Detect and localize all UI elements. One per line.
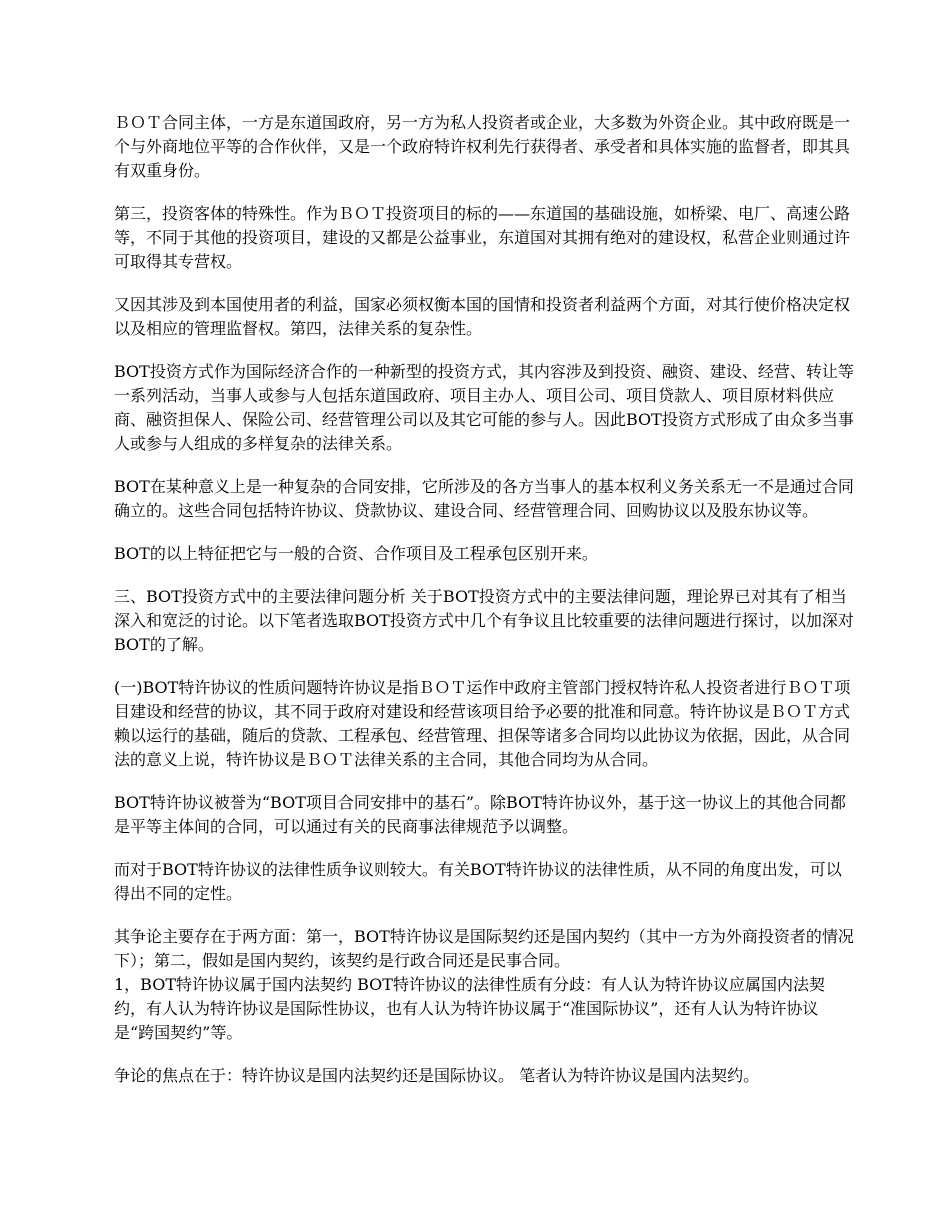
paragraph-user-interests: 又因其涉及到本国使用者的利益，国家必须权衡本国的国情和投资者利益两个方面，对其行使价格决定权以及相应的管理监督权。第四，法律关系的复杂性。 <box>114 295 851 338</box>
paragraph-bot-activities: BOT投资方式作为国际经济合作的一种新型的投资方式，其内容涉及到投资、融资、建设、经营、转让等一系列活动，当事人或参与人包括东道国政府、项目主办人、项目公司、项目贷款人、项目原材料供应商、融资担保人、保险公司、经营管理公司以及其它可能的参与人。因此BOT投资方式形成了由众多当事人或参与人组成的多样复杂的法律关系。 <box>114 362 854 453</box>
paragraph-investment-object: 第三，投资客体的特殊性。作为ＢＯＴ投资项目的标的——东道国的基础设施，如桥梁、电厂、高速公路等，不同于其他的投资项目，建设的又都是公益事业，东道国对其拥有绝对的建设权，私营企业则通过许可取得其专营权。 <box>114 204 851 271</box>
paragraph-legal-issues-analysis: 三、BOT投资方式中的主要法律问题分析 关于BOT投资方式中的主要法律问题，理论界已对其有了相当深入和宽泛的讨论。以下笔者选取BOT投资方式中几个有争议且比较重要的法律问题进行探讨，以加深对BOT的了解。 <box>114 587 854 654</box>
paragraph-focus-of-debate: 争论的焦点在于：特许协议是国内法契约还是国际协议。 笔者认为特许协议是国内法契约。 <box>114 1066 760 1085</box>
paragraph-domestic-contract: 1，BOT特许协议属于国内法契约 BOT特许协议的法律性质有分歧：有人认为特许协议应属国内法契约，有人认为特许协议是国际性协议，也有人认为特许协议属于“准国际协议”，还有人认为特许协议是“跨国契约”等。 <box>114 975 825 1042</box>
paragraph-cornerstone: BOT特许协议被誉为“BOT项目合同安排中的基石”。除BOT特许协议外，基于这一协议上的其他合同都是平等主体间的合同，可以通过有关的民商事法律规范予以调整。 <box>114 793 846 836</box>
paragraph-two-aspects: 其争论主要存在于两方面：第一，BOT特许协议是国际契约还是国内契约（其中一方为外商投资者的情况下）；第二，假如是国内契约，该契约是行政合同还是民事合同。 <box>114 927 854 970</box>
paragraph-contract-arrangement: BOT在某种意义上是一种复杂的合同安排，它所涉及的各方当事人的基本权利义务关系无一不是通过合同确立的。这些合同包括特许协议、贷款协议、建设合同、经营管理合同、回购协议以及股东协议等。 <box>114 477 854 520</box>
paragraph-bot-contract-parties: ＢＯＴ合同主体，一方是东道国政府，另一方为私人投资者或企业，大多数为外资企业。其中政府既是一个与外商地位平等的合作伙伴，又是一个政府特许权利先行获得者、承受者和具体实施的监督者，即其具有双重身份。 <box>114 113 851 180</box>
document-body <box>114 111 854 1107</box>
paragraph-concession-agreement-nature: (一)BOT特许协议的性质问题特许协议是指ＢＯＴ运作中政府主管部门授权特许私人投资者进行ＢＯＴ项目建设和经营的协议，其不同于政府对建设和经营该项目给予必要的批准和同意。特许协议是ＢＯＴ方式赖以运行的基础，随后的贷款、工程承包、经营管理、担保等诸多合同均以此协议为依据，因此，从合同法的意义上说，特许协议是ＢＯＴ法律关系的主合同，其他合同均为从合同。 <box>114 678 851 769</box>
paragraph-legal-nature-dispute: 而对于BOT特许协议的法律性质争议则较大。有关BOT特许协议的法律性质，从不同的角度出发，可以得出不同的定性。 <box>114 860 842 903</box>
paragraph-bot-distinction: BOT的以上特征把它与一般的合资、合作项目及工程承包区别开来。 <box>114 544 598 563</box>
